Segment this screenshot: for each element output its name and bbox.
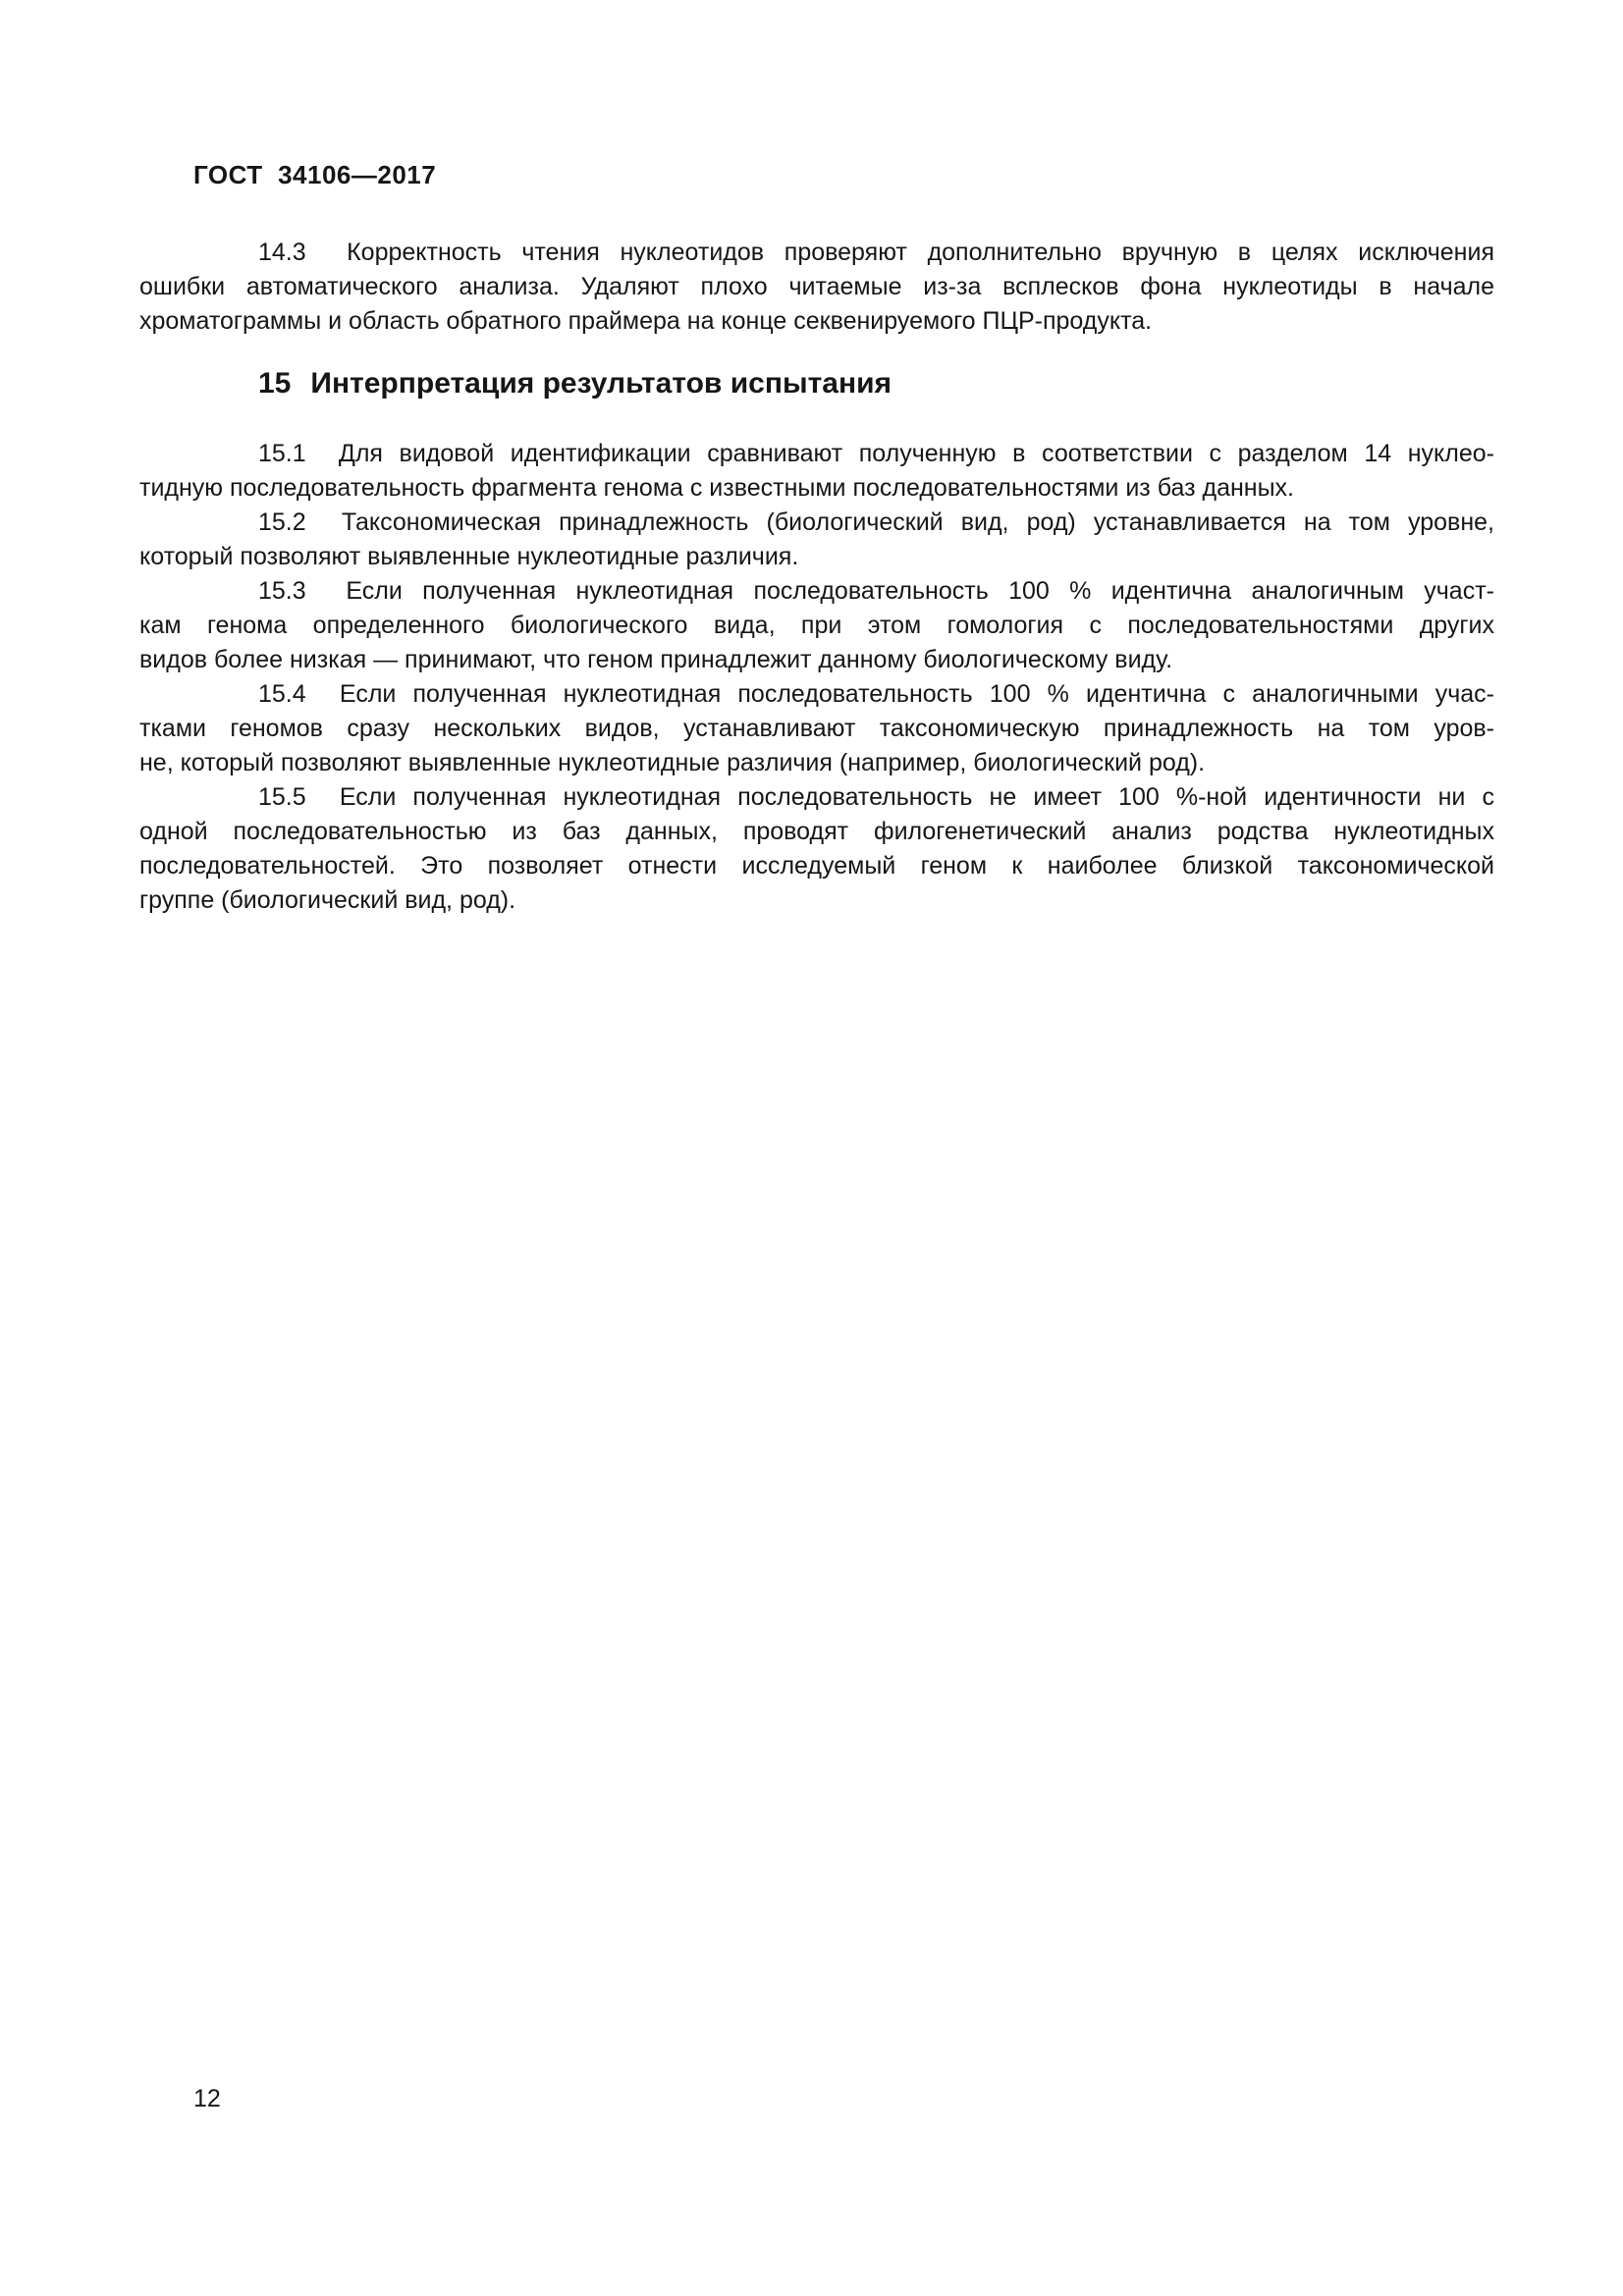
paragraph-line: группе (биологический вид, род). [139,886,516,914]
paragraph [139,437,1494,506]
section-number: 15 [258,367,292,400]
paragraph-line: 15.5 Если полученная нуклеотидная последовательность не имеет 100 %-ной идентичности ни с [258,783,1494,811]
paragraph-line: 14.3 Корректность чтения нуклеотидов проверяют дополнительно вручную в целях исключения [258,239,1494,266]
paragraph-line: последовательностей. Это позволяет отнести исследуемый геном к наиболее близкой таксономической [139,852,1494,880]
paragraph [139,506,1494,574]
paragraph-line: тидную последовательность фрагмента генома с известными последовательностями из баз данных. [139,474,1295,502]
section-title: Интерпретация результатов испытания [310,367,893,400]
paragraph-line: 15.3 Если полученная нуклеотидная последовательность 100 % идентична аналогичным участ- [258,577,1494,605]
paragraph [139,236,1494,339]
document-body [139,236,1494,918]
paragraph-line: тками геномов сразу нескольких видов, устанавливают таксономическую принадлежность на том уров- [139,715,1494,742]
paragraph-line: ошибки автоматического анализа. Удаляют плохо читаемые из-за всплесков фона нуклеотиды в начале [139,273,1494,300]
paragraph-line: 15.4 Если полученная нуклеотидная последовательность 100 % идентична с аналогичными учас- [258,680,1494,708]
paragraph-line: хроматограммы и область обратного праймера на конце секвенируемого ПЦР-продукта. [139,307,1153,335]
paragraph-line: 15.2 Таксономическая принадлежность (биологический вид, род) устанавливается на том уровне, [258,508,1494,536]
paragraph-line: 15.1 Для видовой идентификации сравнивают полученную в соответствии с разделом 14 нуклео- [258,440,1494,467]
page-number: 12 [193,2085,221,2112]
paragraph [139,677,1494,780]
paragraph-line: кам генома определенного биологического вида, при этом гомология с последовательностями других [139,612,1494,639]
paragraph-line: который позволяют выявленные нуклеотидные различия. [139,543,799,570]
document-code-header: ГОСТ 34106—2017 [193,160,437,189]
section-heading [139,363,1494,404]
paragraph [139,780,1494,918]
paragraph [139,574,1494,677]
paragraph-line: не, который позволяют выявленные нуклеотидные различия (например, биологический род). [139,749,1206,776]
paragraph-line: видов более низкая — принимают, что геном принадлежит данному биологическому виду. [139,646,1173,673]
paragraph-line: одной последовательностью из баз данных, проводят филогенетический анализ родства нуклеотидных [139,818,1494,845]
